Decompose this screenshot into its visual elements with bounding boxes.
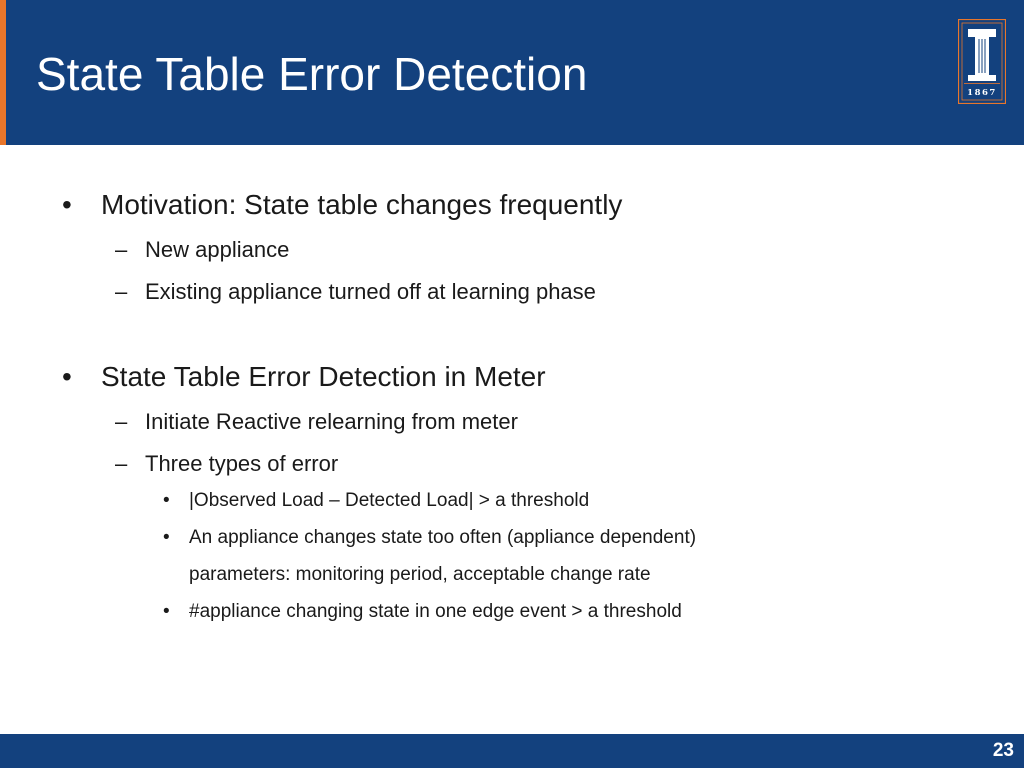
sub-bullet-text: Initiate Reactive relearning from meter [145, 409, 518, 434]
sub-sub-bullet-continuation: parameters: monitoring period, acceptable change rate [189, 564, 651, 585]
sub-bullet-marker: – [115, 451, 128, 476]
sub-sub-bullet-text: An appliance changes state too often (appliance dependent) [189, 527, 697, 548]
slide-footer [0, 734, 1024, 768]
sub-sub-bullet-marker: • [163, 527, 170, 548]
slide-title: State Table Error Detection [36, 48, 588, 100]
sub-bullet-marker: – [115, 279, 128, 304]
sub-sub-bullet-text: #appliance changing state in one edge event > a threshold [189, 601, 682, 622]
sub-sub-bullet-marker: • [163, 601, 170, 622]
sub-bullet-text: New appliance [145, 237, 290, 262]
logo-year: 1867 [967, 88, 997, 98]
sub-bullet-marker: – [115, 409, 128, 434]
bullet-text: State Table Error Detection in Meter [101, 361, 546, 392]
page-number: 23 [992, 740, 1014, 761]
sub-bullet-text: Three types of error [145, 451, 339, 476]
sub-bullet-marker: – [115, 237, 128, 262]
sub-sub-bullet-marker: • [163, 490, 170, 511]
bullet-marker: • [62, 361, 72, 392]
sub-sub-bullet-text: |Observed Load – Detected Load| > a threshold [189, 490, 590, 511]
bullet-text: Motivation: State table changes frequently [101, 189, 623, 220]
bullet-marker: • [62, 189, 72, 220]
sub-bullet-text: Existing appliance turned off at learning phase [145, 279, 596, 304]
